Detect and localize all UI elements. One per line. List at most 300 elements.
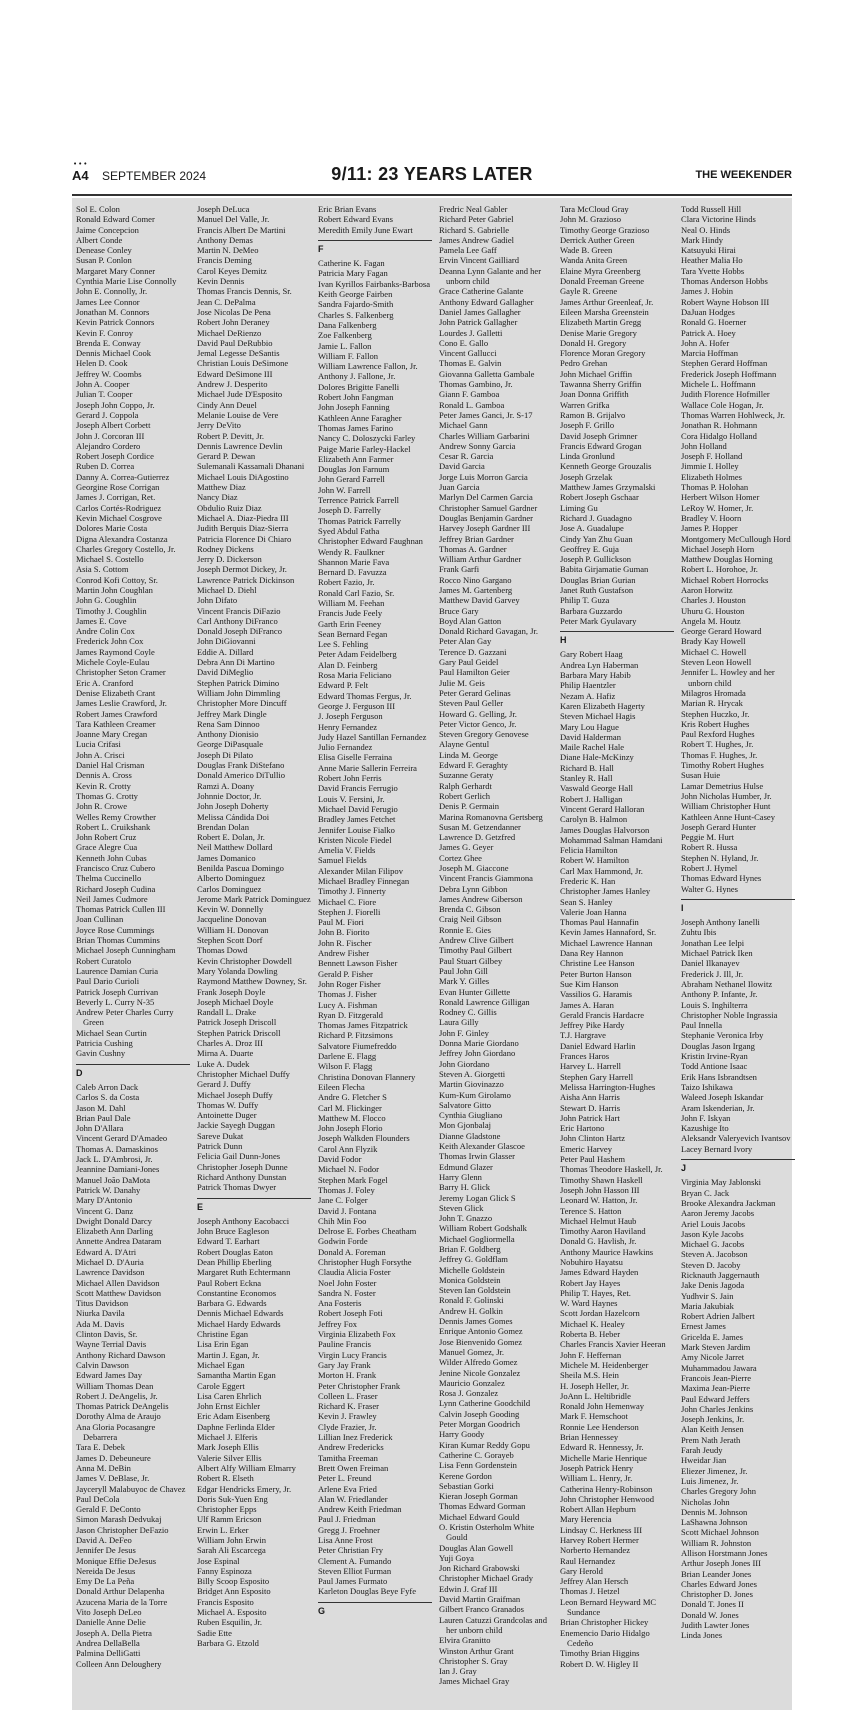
victim-name: Peter Christopher Frank <box>318 1380 401 1391</box>
name-column-2 <box>197 204 311 1648</box>
victim-name: John Giordano <box>439 1058 490 1069</box>
victim-name: Evan Hunter Gillette <box>439 986 511 997</box>
victim-name: Sulemanali Kassamali Dhanani <box>197 461 305 472</box>
victim-name: Alayne Gentul <box>439 739 490 750</box>
victim-name: Peter Paul Hashem <box>560 1154 626 1165</box>
victim-name: Steven Michael Hagis <box>560 711 636 722</box>
victim-name: Thomas F. Hughes, Jr. <box>681 749 758 760</box>
victim-name: Clara Victorine Hinds <box>681 214 756 225</box>
victim-name: Susan P. Conlon <box>76 255 132 266</box>
victim-name: Boyd Alan Gatton <box>439 615 502 626</box>
victim-name: Richard B. Hall <box>560 762 614 773</box>
victim-name: Paul Rexford Hughes <box>681 729 755 740</box>
victim-name: Patrick Dunn <box>197 1141 243 1152</box>
victim-name: Steven Elliot Furman <box>318 1565 392 1576</box>
victim-name: Paul DeCola <box>76 1493 120 1504</box>
victim-name: Michael Gogliormella <box>439 1233 515 1244</box>
victim-name: Welles Remy Crowther <box>76 811 157 822</box>
victim-name: Ricknauth Jaggernauth <box>681 1269 760 1280</box>
victim-name: Dianne Gladstone <box>439 1130 501 1141</box>
victim-name: Michael Helmut Haub <box>560 1215 637 1226</box>
victim-name: Bridget Ann Esposito <box>197 1586 271 1597</box>
victim-name: Mon Gjonbalaj <box>439 1120 491 1131</box>
victim-name: Dean Phillip Eberling <box>197 1256 272 1267</box>
victim-name: Scott Michael Johnson <box>681 1527 759 1538</box>
victim-name: Noel John Foster <box>318 1277 377 1288</box>
victim-name: Joseph Grzelak <box>560 471 613 482</box>
victim-name: Michael Hardy Edwards <box>197 1318 281 1329</box>
victim-name: Enemencio Dario Hidalgo Cedeño <box>560 1627 650 1648</box>
victim-name: Thomas A. Gardner <box>439 543 507 554</box>
victim-name: Morton H. Frank <box>318 1370 377 1381</box>
victim-name: Jennifer L. Howley and her unborn child <box>681 667 775 688</box>
victim-name: Philip Haentzler <box>560 680 616 691</box>
victim-name: Lynn Catherine Goodchild <box>439 1398 531 1409</box>
victim-name: Georgine Rose Corrigan <box>76 482 160 493</box>
victim-name: Peter Adam Feidelberg <box>318 649 397 660</box>
victim-name: John A. Cooper <box>76 379 130 390</box>
victim-name: Tamitha Freeman <box>318 1452 378 1463</box>
victim-name: Charles Edward Jones <box>681 1578 757 1589</box>
victim-name: John R. Crowe <box>76 801 128 812</box>
victim-name: Paul Stuart Gilbey <box>439 955 503 966</box>
victim-name: Kenneth John Cubas <box>76 852 147 863</box>
victim-name: Joseph Michael Doyle <box>197 996 274 1007</box>
victim-name: Kevin Patrick Connors <box>76 317 155 328</box>
victim-name: Ronald John Hemenway <box>560 1401 645 1412</box>
victim-name: Giann F. Gamboa <box>439 389 500 400</box>
victim-name: Matthew Douglas Horning <box>681 554 773 565</box>
victim-name: Rena Sam Dinnoo <box>197 718 260 729</box>
victim-name: Judy Hazel Santillan Fernandez <box>318 731 427 742</box>
victim-name: Uhuru G. Houston <box>681 605 745 616</box>
victim-name: Timothy J. Coughlin <box>76 605 147 616</box>
victim-name: Luke A. Dudek <box>197 1058 250 1069</box>
victim-name: Matthew Diaz <box>197 482 246 493</box>
victim-name: Joseph P. Gullickson <box>560 554 631 565</box>
victim-name: Lourdes J. Galletti <box>439 327 503 338</box>
victim-name: Florence Moran Gregory <box>560 348 646 359</box>
victim-name: Douglas Frank DiStefano <box>197 760 285 771</box>
victim-name: Donald H. Gregory <box>560 337 627 348</box>
masthead <box>72 160 792 194</box>
victim-name: Gary Jay Frank <box>318 1359 371 1370</box>
victim-name: Joan Donna Griffith <box>560 389 629 400</box>
victim-name: Thomas James Fitzpatrick <box>318 1020 408 1031</box>
victim-name: Thomas Patrick Farrelly <box>318 515 402 526</box>
victim-name: Michael J. Elferis <box>197 1432 258 1443</box>
victim-name: Mark F. Hemschoot <box>560 1411 628 1422</box>
victim-name: Robert Fazio, Jr. <box>318 577 375 588</box>
victim-name: Michael Joseph Duffy <box>197 1089 273 1100</box>
masthead-rule <box>72 194 792 196</box>
name-column-6 <box>681 204 795 1641</box>
victim-name: Bryan C. Jack <box>681 1187 730 1198</box>
victim-name: John Patrick Hart <box>560 1112 620 1123</box>
victim-name: Anthony Maurice Hawkins <box>560 1246 654 1257</box>
victim-name: Vincent Francis Giammona <box>439 873 533 884</box>
victim-name: Margaret Mary Conner <box>76 265 156 276</box>
victim-name: Charles Francis Xavier Heeran <box>560 1339 666 1350</box>
victim-name: Calvin Dawson <box>76 1359 129 1370</box>
victim-name: Ian J. Gray <box>439 1666 477 1677</box>
victim-name: Michael D. D'Auria <box>76 1256 144 1267</box>
victim-name: Christina Donovan Flannery <box>318 1071 416 1082</box>
victim-name: Daniel Hal Crisman <box>76 760 145 771</box>
letter-heading: J <box>681 1159 795 1173</box>
victim-name: Dennis Michael Edwards <box>197 1308 284 1319</box>
victim-name: Michael DeRienzo <box>197 327 262 338</box>
victim-name: Michael Allen Davidson <box>76 1277 160 1288</box>
victim-name: Denise Elizabeth Crant <box>76 687 156 698</box>
victim-name: Michael Sean Curtin <box>76 1027 147 1038</box>
victim-name: William Arthur Gardner <box>439 554 522 565</box>
victim-name: Hweidar Jian <box>681 1455 727 1466</box>
victim-name: Timothy J. Finnerty <box>318 886 386 897</box>
victim-name: Mark Hindy <box>681 234 724 245</box>
victim-name: Terence D. Gazzani <box>439 646 507 657</box>
victim-name: Joan Cullinan <box>76 914 124 925</box>
victim-name: Aleksandr Valeryevich Ivantsov <box>681 1133 791 1144</box>
victim-name: Dana Falkenberg <box>318 319 377 330</box>
victim-name: John Ernst Eichler <box>197 1401 261 1412</box>
victim-name: Charles J. Houston <box>681 595 746 606</box>
victim-name: Scott Matthew Davidson <box>76 1287 161 1298</box>
victim-name: Joseph Walkden Flounders <box>318 1133 410 1144</box>
victim-name: Julio Fernandez <box>318 742 373 753</box>
victim-name: Jackie Sayegh Duggan <box>197 1120 275 1131</box>
victim-name: Luis Jimenez, Jr. <box>681 1475 739 1486</box>
victim-name: Dorothy Alma de Araujo <box>76 1411 161 1422</box>
victim-name: Stanley R. Hall <box>560 773 613 784</box>
victim-name: Mary Herencia <box>560 1514 612 1525</box>
victim-name: Robert John Fangman <box>318 392 394 403</box>
name-column-3 <box>318 204 432 1620</box>
victim-name: Jacqueline Donovan <box>197 914 267 925</box>
victim-name: Pamela Lee Gaff <box>439 245 497 256</box>
victim-name: Douglas Benjamin Gardner <box>439 512 533 523</box>
victim-name: Muhammadou Jawara <box>681 1362 757 1373</box>
victim-name: Dennis Lawrence Devlin <box>197 440 283 451</box>
victim-name: Felicia Hamilton <box>560 845 618 856</box>
victim-name: Winston Arthur Grant <box>439 1645 514 1656</box>
victim-name: Craig Neil Gibson <box>439 914 502 925</box>
victim-name: Wade B. Green <box>560 245 613 256</box>
victim-name: James Edward Hayden <box>560 1267 639 1278</box>
victim-name: Catherina Henry-Robinson <box>560 1483 653 1494</box>
victim-name: DaJuan Hodges <box>681 306 735 317</box>
victim-name: Kevin Michael Cosgrove <box>76 512 162 523</box>
dots-ornament: ••• <box>73 160 89 168</box>
victim-name: Michael A. Esposito <box>197 1607 267 1618</box>
victim-name: Robert Douglas Eaton <box>197 1246 273 1257</box>
victim-name: Thomas A. Damaskinos <box>76 1143 158 1154</box>
victim-name: Asia S. Cottom <box>76 564 129 575</box>
victim-name: J. Joseph Ferguson <box>318 711 383 722</box>
victim-name: Obdulio Ruiz Diaz <box>197 502 262 513</box>
victim-name: Leonard W. Hatton, Jr. <box>560 1195 638 1206</box>
victim-name: Michael David Ferugio <box>318 803 398 814</box>
victim-name: Vassilios G. Haramis <box>560 989 632 1000</box>
victim-name: Carl Anthony DiFranco <box>197 615 278 626</box>
victim-name: Frances Haros <box>560 1051 610 1062</box>
victim-name: Prem Nath Jerath <box>681 1434 741 1445</box>
victim-name: Kazushige Ito <box>681 1123 729 1134</box>
victim-name: Ana Gloria Pocasangre Debarrera <box>76 1421 156 1443</box>
victim-name: Patrick W. Danahy <box>76 1184 141 1195</box>
victim-name: James Domanico <box>197 852 256 863</box>
victim-name: Titus Davidson <box>76 1298 129 1309</box>
victim-name: Kevin James Hannaford, Sr. <box>560 927 657 938</box>
victim-name: Christopher James Hanley <box>560 886 651 897</box>
victim-name: Brendan Dolan <box>197 821 249 832</box>
victim-name: Robert Edward Evans <box>318 214 394 225</box>
victim-name: Keith George Fairben <box>318 289 393 300</box>
victim-name: Christopher D. Jones <box>681 1589 753 1600</box>
victim-name: Michelle Goldstein <box>439 1264 505 1275</box>
victim-name: Brady Kay Howell <box>681 636 746 647</box>
victim-name: Ramon B. Grijalvo <box>560 409 626 420</box>
victim-name: Thomas Warren Hohlweck, Jr. <box>681 409 785 420</box>
victim-name: Michael Egan <box>197 1359 245 1370</box>
victim-name: Dolores Brigitte Fanelli <box>318 381 400 392</box>
victim-name: Emy De La Peña <box>76 1576 135 1587</box>
victim-name: Zuhtu Ibis <box>681 927 717 938</box>
victim-name: Vincent Gallucci <box>439 348 497 359</box>
victim-name: Elizabeth Holmes <box>681 471 742 482</box>
victim-name: Vincent Gerard Halloran <box>560 803 645 814</box>
victim-name: Carol Ann Flyzik <box>318 1143 378 1154</box>
victim-name: Mark Steven Jardim <box>681 1342 751 1353</box>
victim-name: Wilson F. Flagg <box>318 1061 373 1072</box>
victim-name: Terrence Patrick Farrell <box>318 495 400 506</box>
victim-name: Joyce Rose Cummings <box>76 924 155 935</box>
victim-name: Aaron Jeremy Jacobs <box>681 1208 755 1219</box>
victim-name: Michael N. Fodor <box>318 1164 380 1175</box>
victim-name: Ervin Vincent Gailliard <box>439 255 520 266</box>
victim-name: Michael G. Jacobs <box>681 1239 745 1250</box>
victim-name: Louis S. Inghilterra <box>681 999 748 1010</box>
victim-name: Stephen Patrick Dimino <box>197 677 280 688</box>
victim-name: Jose Bienvenido Gomez <box>439 1336 523 1347</box>
victim-name: Joseph DeLuca <box>197 204 250 214</box>
victim-name: Ramzi A. Doany <box>197 780 255 791</box>
victim-name: James P. Hopper <box>681 523 738 534</box>
victim-name: Sandra Fajardo-Smith <box>318 299 394 310</box>
victim-name: Edward R. Hennessy, Jr. <box>560 1442 644 1453</box>
victim-name: Montgomery McCullough Hord <box>681 533 791 544</box>
victim-name: John Christopher Henwood <box>560 1493 655 1504</box>
victim-name: Julian T. Cooper <box>76 389 133 400</box>
victim-name: Stephen J. Fiorelli <box>318 906 381 917</box>
victim-name: Robert T. Hughes, Jr. <box>681 739 754 750</box>
victim-name: Alan D. Feinberg <box>318 659 378 670</box>
victim-name: Charles A. Droz III <box>197 1038 263 1049</box>
victim-name: Robert Joseph Gschaar <box>560 492 639 503</box>
victim-name: Jeremy Logan Glick S <box>439 1192 516 1203</box>
victim-name: Sue Kim Hanson <box>560 978 619 989</box>
victim-name: H. Joseph Heller, Jr. <box>560 1380 629 1391</box>
victim-name: Patrick Joseph Driscoll <box>197 1017 277 1028</box>
victim-name: Andrew Clive Gilbert <box>439 935 514 946</box>
victim-name: Lawrence D. Getzfred <box>439 832 516 843</box>
victim-name: Norberto Hernandez <box>560 1545 631 1556</box>
victim-name: Charles Gregory Costello, Jr. <box>76 543 176 554</box>
victim-name: Ronald L. Gamboa <box>439 399 505 410</box>
victim-name: Ivan Kyrillos Fairbanks-Barbosa <box>318 278 431 289</box>
victim-name: Virgin Lucy Francis <box>318 1349 387 1360</box>
victim-name: Eileen Flecha <box>318 1081 365 1092</box>
issue-date: SEPTEMBER 2024 <box>102 169 207 183</box>
victim-name: Salvatore Gitto <box>439 1099 491 1110</box>
victim-name: Peter L. Freund <box>318 1473 372 1484</box>
victim-name: Grace Alegre Cua <box>76 842 138 853</box>
victim-name: Eddie A. Dillard <box>197 646 254 657</box>
victim-name: Wanda Anita Green <box>560 255 628 266</box>
victim-name: Thomas W. Duffy <box>197 1099 259 1110</box>
victim-name: Robert Adrien Jalbert <box>681 1311 755 1322</box>
victim-name: Dolores Marie Costa <box>76 523 148 534</box>
victim-name: Donald Freeman Greene <box>560 276 645 287</box>
victim-name: Jeffrey John Giordano <box>439 1048 516 1059</box>
victim-name: Geoffrey E. Guja <box>560 543 619 554</box>
victim-name: Paige Marie Farley-Hackel <box>318 443 411 454</box>
victim-name: Ruben Esquilin, Jr. <box>197 1617 263 1628</box>
victim-name: Henry Fernandez <box>318 721 378 732</box>
victim-name: Andrew Fisher <box>318 948 370 959</box>
victim-name: Lauren Catuzzi Grandcolas and her unborn child <box>439 1614 547 1635</box>
victim-name: Waleed Joseph Iskandar <box>681 1092 764 1103</box>
victim-name: Jerome Mark Patrick Dominguez <box>197 893 311 904</box>
victim-name: Leon Bernard Heyward MC Sundance <box>560 1596 657 1618</box>
victim-name: James Andrew Gadiel <box>439 234 515 245</box>
victim-name: Amy Nicole Jarret <box>681 1352 745 1363</box>
victim-name: Harvey Joseph Gardner III <box>439 523 531 534</box>
victim-name: Jorge Luis Morron Garcia <box>439 471 528 482</box>
victim-name: Patricia Mary Fagan <box>318 268 388 279</box>
victim-name: Andrea Lyn Haberman <box>560 659 639 670</box>
victim-name: Lillian Inez Frederick <box>318 1432 393 1443</box>
victim-name: Francis Albert De Martini <box>197 224 286 235</box>
victim-name: Carol Keyes Demitz <box>197 265 267 276</box>
victim-name: Michael K. Healey <box>560 1318 625 1329</box>
victim-name: Robert L. Cruikshank <box>76 821 151 832</box>
victim-name: John B. Fiorito <box>318 927 370 938</box>
victim-name: Enrique Antonio Gomez <box>439 1326 523 1337</box>
victim-name: Thomas Theodore Haskell, Jr. <box>560 1164 663 1175</box>
victim-name: Cora Hidalgo Holland <box>681 430 757 441</box>
victim-name: Brian Thomas Cummins <box>76 935 160 946</box>
victim-name: Daniel Ilkanayev <box>681 958 740 969</box>
victim-name: Gerard J. Coppola <box>76 409 139 420</box>
victim-name: David Francis Ferrugio <box>318 783 398 794</box>
victim-name: Terence S. Hatton <box>560 1205 622 1216</box>
victim-name: Matthew James Grzymalski <box>560 482 656 493</box>
victim-name: James Michael Gray <box>439 1676 510 1687</box>
victim-name: Wallace Cole Hogan, Jr. <box>681 399 764 410</box>
victim-name: Timothy Brian Higgins <box>560 1648 640 1659</box>
victim-name: Edmund Glazer <box>439 1161 493 1172</box>
victim-name: Thomas Francis Dennis, Sr. <box>197 286 292 297</box>
victim-name: Francis Esposito <box>197 1596 254 1607</box>
victim-name: Donna Marie Giordano <box>439 1038 519 1049</box>
victim-name: Mark Joseph Ellis <box>197 1442 259 1453</box>
victim-name: Vito Joseph DeLeo <box>76 1607 142 1618</box>
victim-name: Peter Gerard Gelinas <box>439 687 511 698</box>
victim-name: Jason Kyle Jacobs <box>681 1228 744 1239</box>
victim-name: Kenneth George Grouzalis <box>560 461 652 472</box>
victim-name: Donald Americo DiTullio <box>197 770 286 781</box>
victim-name: John Charles Jenkins <box>681 1403 754 1414</box>
victim-name: Tara Yvette Hobbs <box>681 265 745 276</box>
victim-name: Sarah Ali Escarcega <box>197 1545 266 1556</box>
victim-name: Ronald F. Golinski <box>439 1295 504 1306</box>
victim-name: Michael Jude D'Esposito <box>197 389 283 400</box>
victim-name: Manuel Del Valle, Jr. <box>197 214 270 225</box>
victim-name: James Andrew Giberson <box>439 893 523 904</box>
victim-name: Bradley James Fetchet <box>318 814 396 825</box>
victim-name: Martin Giovinazzo <box>439 1079 504 1090</box>
victim-name: Michele M. Heidenberger <box>560 1359 649 1370</box>
victim-name: Elisa Giselle Ferraina <box>318 752 393 763</box>
victim-name: David Fodor <box>318 1154 362 1165</box>
victim-name: Monica Goldstein <box>439 1274 501 1285</box>
victim-name: Neal O. Hinds <box>681 224 731 235</box>
victim-name: Christopher Epps <box>197 1504 257 1515</box>
victim-name: Joseph M. Giaccone <box>439 863 509 873</box>
victim-name: Cesar R. Garcia <box>439 451 494 462</box>
victim-name: Laurence Damian Curia <box>76 965 159 976</box>
victim-name: Derrick Auther Green <box>560 234 635 245</box>
victim-name: Nezam A. Hafiz <box>560 690 616 701</box>
victim-name: Frederic K. Han <box>560 876 616 886</box>
victim-name: Thomas E. Galvin <box>439 358 502 369</box>
victim-name: Denease Conley <box>76 245 132 256</box>
victim-name: Beverly L. Curry N-35 <box>76 996 155 1007</box>
victim-name: Carlos Cortés-Rodriguez <box>76 502 162 513</box>
victim-name: Judith Lawter Jones <box>681 1620 750 1631</box>
victim-name: Rosa J. Gonzalez <box>439 1388 499 1399</box>
victim-name: Donald A. Foreman <box>318 1246 386 1257</box>
victim-name: Andrea DellaBella <box>76 1637 140 1648</box>
victim-name: Martin John Coughlan <box>76 584 153 595</box>
victim-name: David Martin Graifman <box>439 1594 521 1605</box>
victim-name: John Patrick Gallagher <box>439 317 518 328</box>
victim-name: Warren Grifka <box>560 399 610 410</box>
victim-name: Stephanie Veronica Irby <box>681 1030 764 1041</box>
victim-name: Shannon Marie Fava <box>318 556 390 567</box>
victim-name: Jaime Concepcion <box>76 224 139 235</box>
page-number: A4 <box>72 168 89 183</box>
victim-name: John Robert Cruz <box>76 832 137 843</box>
victim-name: Jonathan R. Hohmann <box>681 420 758 431</box>
victim-name: Valerie Joan Hanna <box>560 906 627 917</box>
victim-name: William F. Fallon <box>318 350 378 361</box>
victim-name: Patricia Florence Di Chiaro <box>197 533 292 544</box>
victim-name: Charles William Garbarini <box>439 430 530 441</box>
victim-name: Carlos Dominguez <box>197 883 262 894</box>
victim-name: Vincent Francis DiFazio <box>197 605 281 616</box>
victim-name: Christopher Seton Cramer <box>76 667 166 678</box>
victim-name: Anthony Edward Gallagher <box>439 296 534 307</box>
victim-name: Richard K. Fraser <box>318 1401 379 1412</box>
victim-name: Milagros Hromada <box>681 687 746 698</box>
victim-name: Andrew Fredericks <box>318 1442 384 1453</box>
victim-name: Alan Keith Jensen <box>681 1424 744 1435</box>
victim-name: Jamie L. Fallon <box>318 340 372 351</box>
victim-name: W. Ward Haynes <box>560 1298 618 1309</box>
victim-name: Francis Edward Grogan <box>560 440 642 451</box>
